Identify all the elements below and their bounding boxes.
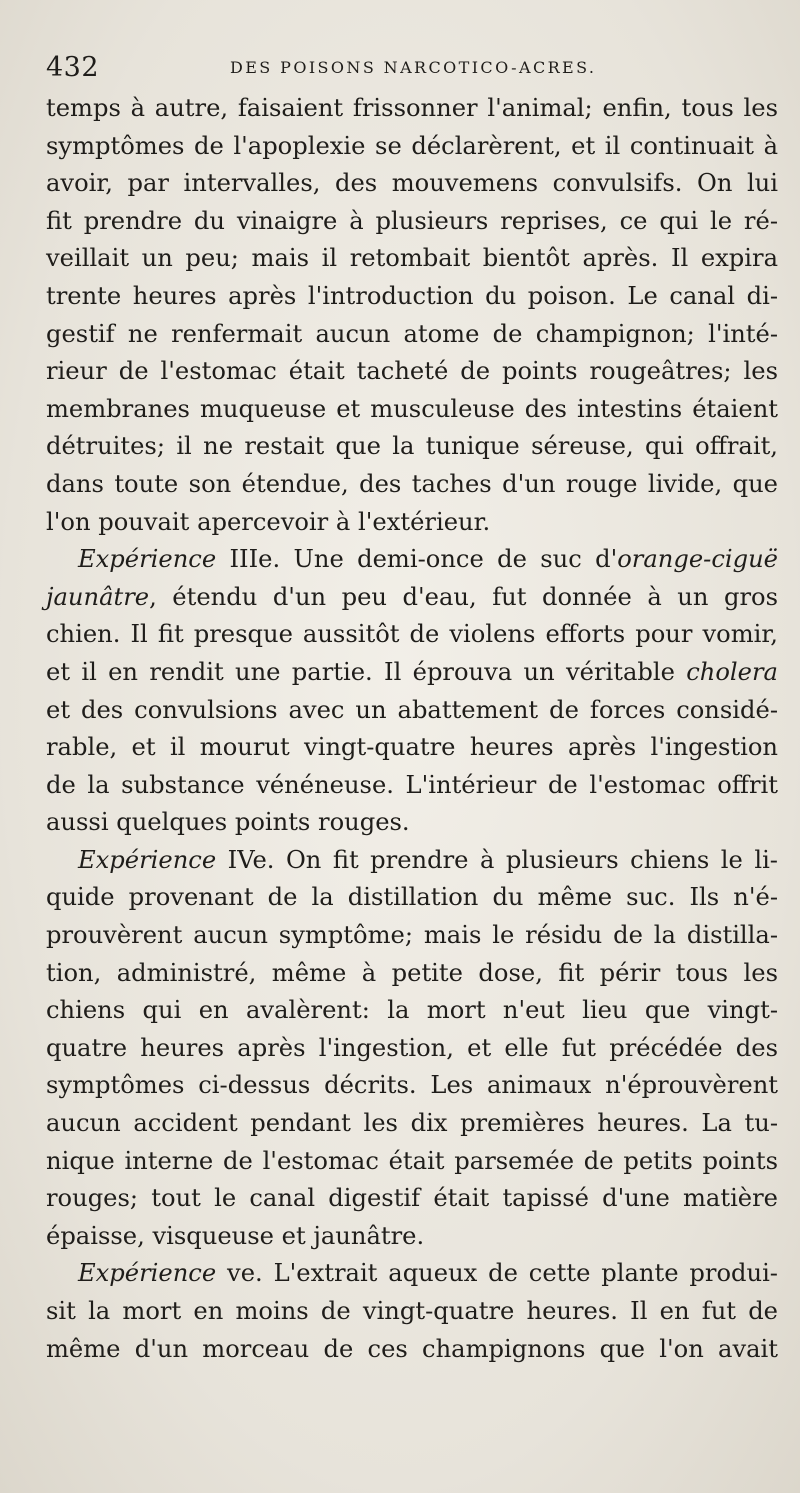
text-fragment-italic: orange-ciguë <box>617 545 778 574</box>
experience-label: Expérience <box>78 845 217 874</box>
body-text <box>46 90 778 1368</box>
experience-label: Expérience <box>78 1259 217 1288</box>
text-line: symptômes de l'apoplexie se déclarèrent, et il continuait à <box>46 131 778 160</box>
text-line: rieur de l'estomac était tacheté de points rougeâtres; les <box>46 357 778 386</box>
text-line: quatre heures après l'ingestion, et elle fut précédée des <box>46 1033 778 1062</box>
text-line: aussi quelques points rouges. <box>46 808 410 837</box>
text-line: quide provenant de la distillation du même suc. Ils n'é- <box>46 883 778 912</box>
text-line: détruites; il ne restait que la tunique séreuse, qui offrait, <box>46 432 778 461</box>
text-line: même d'un morceau de ces champignons que l'on avait <box>46 1334 778 1363</box>
text-line: temps à autre, faisaient frissonner l'animal; enfin, tous les <box>46 94 778 122</box>
text-line: dans toute son étendue, des taches d'un rouge livide, que <box>46 469 778 498</box>
page-number: 432 <box>46 52 100 83</box>
text-line: veillait un peu; mais il retombait bientôt après. Il expira <box>46 244 778 273</box>
text-fragment: On fit prendre à plusieurs chiens le li- <box>285 845 778 874</box>
text-line: gestif ne renfermait aucun atome de champignon; l'inté- <box>46 319 778 348</box>
experience-number: IIIe. <box>229 545 281 574</box>
text-fragment-italic: cholera <box>686 657 778 686</box>
text-fragment: et il en rendit une partie. Il éprouva un véritable <box>46 657 675 686</box>
text-line <box>46 579 778 617</box>
text-line: l'on pouvait apercevoir à l'extérieur. <box>46 507 491 536</box>
text-line: fit prendre du vinaigre à plusieurs reprises, ce qui le ré- <box>46 206 778 235</box>
text-fragment: Une demi-once de suc d' <box>293 545 618 574</box>
text-line: tion, administré, même à petite dose, fit périr tous les <box>46 958 778 987</box>
text-line: et des convulsions avec un abattement de forces considé- <box>46 695 778 724</box>
text-line: avoir, par intervalles, des mouvemens convulsifs. On lui <box>46 169 778 198</box>
text-line: symptômes ci-dessus décrits. Les animaux n'éprouvèrent <box>46 1071 778 1100</box>
text-line: rouges; tout le canal digestif était tapissé d'une matière <box>46 1184 778 1213</box>
text-line: nique interne de l'estomac était parsemée de petits points <box>46 1146 778 1175</box>
text-line: de la substance vénéneuse. L'intérieur de l'estomac offrit <box>46 770 778 799</box>
text-line: aucun accident pendant les dix premières heures. La tu- <box>46 1109 778 1138</box>
text-line: chien. Il fit presque aussitôt de violens efforts pour vomir, <box>46 620 778 649</box>
experience-label: Expérience <box>78 545 217 574</box>
text-line: épaisse, visqueuse et jaunâtre. <box>46 1221 425 1250</box>
text-line <box>46 654 778 692</box>
experience-3-first-line <box>46 541 778 579</box>
text-line: chiens qui en avalèrent: la mort n'eut lieu que vingt- <box>46 996 778 1025</box>
text-line: sit la mort en moins de vingt-quatre heures. Il en fut de <box>46 1297 778 1325</box>
text-fragment: , étendu d'un peu d'eau, fut donnée à un gros <box>149 582 778 611</box>
experience-number: ve. <box>227 1259 263 1288</box>
text-line: trente heures après l'introduction du poison. Le canal di- <box>46 281 778 310</box>
experience-number: IVe. <box>227 845 275 874</box>
experience-4-first-line <box>46 842 778 880</box>
running-head: DES POISONS NARCOTICO-ACRES. <box>230 58 597 77</box>
text-line: rable, et il mourut vingt-quatre heures après l'ingestion <box>46 733 778 762</box>
page-header <box>46 52 776 88</box>
text-line: prouvèrent aucun symptôme; mais le résidu de la distilla- <box>46 921 778 950</box>
experience-5-first-line <box>46 1255 778 1293</box>
text-fragment-italic: jaunâtre <box>46 582 150 611</box>
text-line: membranes muqueuse et musculeuse des intestins étaient <box>46 394 778 423</box>
text-fragment: L'extrait aqueux de cette plante produi- <box>273 1259 778 1288</box>
